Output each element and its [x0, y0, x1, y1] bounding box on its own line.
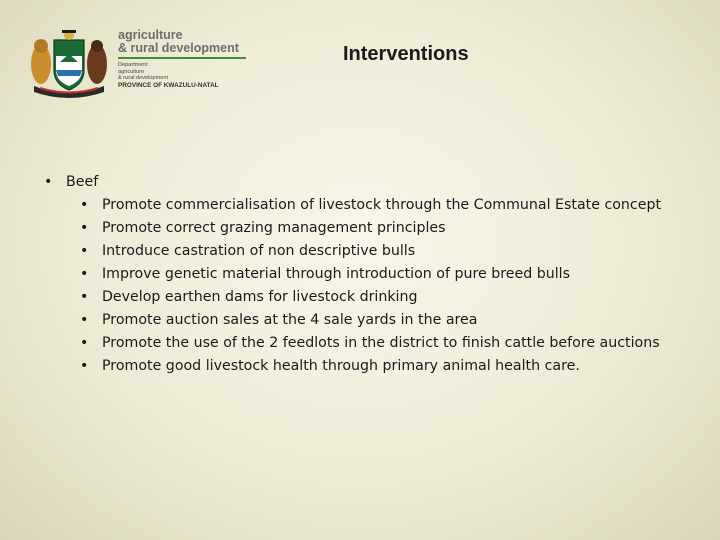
- department-name: [118, 29, 248, 55]
- department-name-line1: agriculture: [118, 28, 183, 42]
- province-name: PROVINCE OF KWAZULU-NATAL: [118, 81, 219, 89]
- department-label: Department:: [118, 62, 149, 68]
- department-label-line2: agriculture: [118, 68, 145, 75]
- list-item: • Promote good livestock health through primary animal health care.: [80, 355, 694, 378]
- department-name-line2: & rural development: [118, 41, 239, 55]
- slide-content: [44, 170, 694, 378]
- kzn-coat-of-arms-icon: [26, 26, 112, 100]
- department-branding: [118, 29, 248, 90]
- slide-title: Interventions: [343, 43, 469, 65]
- list-item: • Promote the use of the 2 feedlots in the district to finish cattle before auctions: [80, 332, 694, 355]
- intervention-list: [44, 194, 694, 378]
- list-item: • Promote commercialisation of livestock through the Communal Estate concept: [80, 194, 694, 217]
- department-label-line3: & rural development: [118, 75, 169, 82]
- list-item: • Promote auction sales at the 4 sale yards in the area: [80, 309, 694, 332]
- list-item: • Develop earthen dams for livestock drinking: [80, 286, 694, 309]
- branding-divider: [118, 57, 246, 59]
- list-item: • Promote correct grazing management principles: [80, 217, 694, 240]
- section-heading: • Beef: [44, 170, 694, 194]
- list-item: • Introduce castration of non descriptive bulls: [80, 240, 694, 263]
- list-item: • Improve genetic material through introduction of pure breed bulls: [80, 263, 694, 286]
